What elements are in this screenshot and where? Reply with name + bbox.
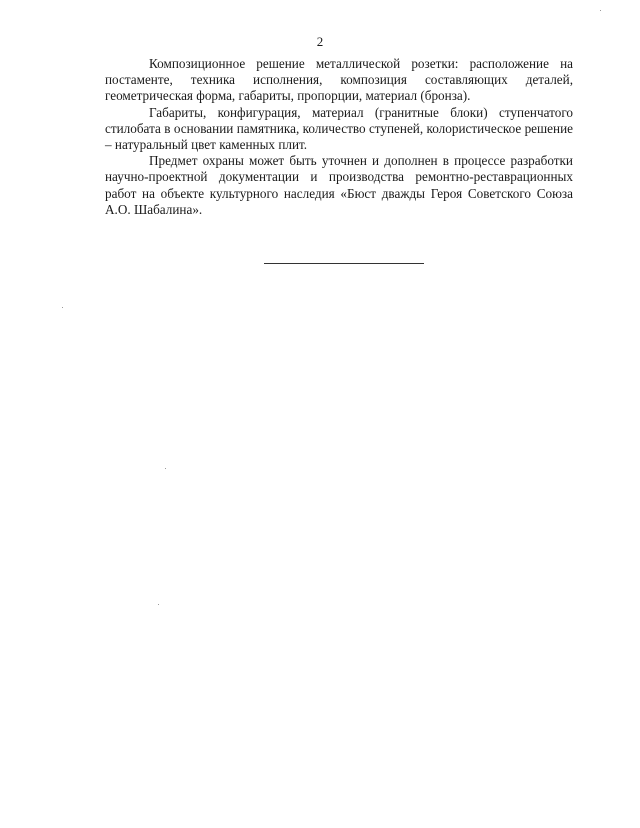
document-body — [105, 56, 573, 218]
scan-speck — [62, 307, 63, 308]
paragraph-protection-subject: Предмет охраны может быть уточнен и дополнен в процессе разработки научно-проектной документации и производства ремонтно-реставрационных работ на объекте культурного наследия «Бюст дважды Героя Советского Союза А.О. Шабалина». — [105, 153, 573, 217]
scan-speck — [600, 10, 601, 11]
scan-speck — [165, 468, 166, 469]
paragraph-rosette: Композиционное решение металлической розетки: расположение на постаменте, техника исполнения, композиция составляющих деталей, геометрическая форма, габариты, пропорции, материал (бронза). — [105, 56, 573, 104]
scan-speck — [158, 604, 159, 605]
paragraph-stylobate: Габариты, конфигурация, материал (гранитные блоки) ступенчатого стилобата в основании памятника, количество ступеней, колористическое решение – натуральный цвет каменных плит. — [105, 104, 573, 153]
page-number: 2 — [316, 34, 324, 49]
end-rule — [264, 263, 424, 264]
